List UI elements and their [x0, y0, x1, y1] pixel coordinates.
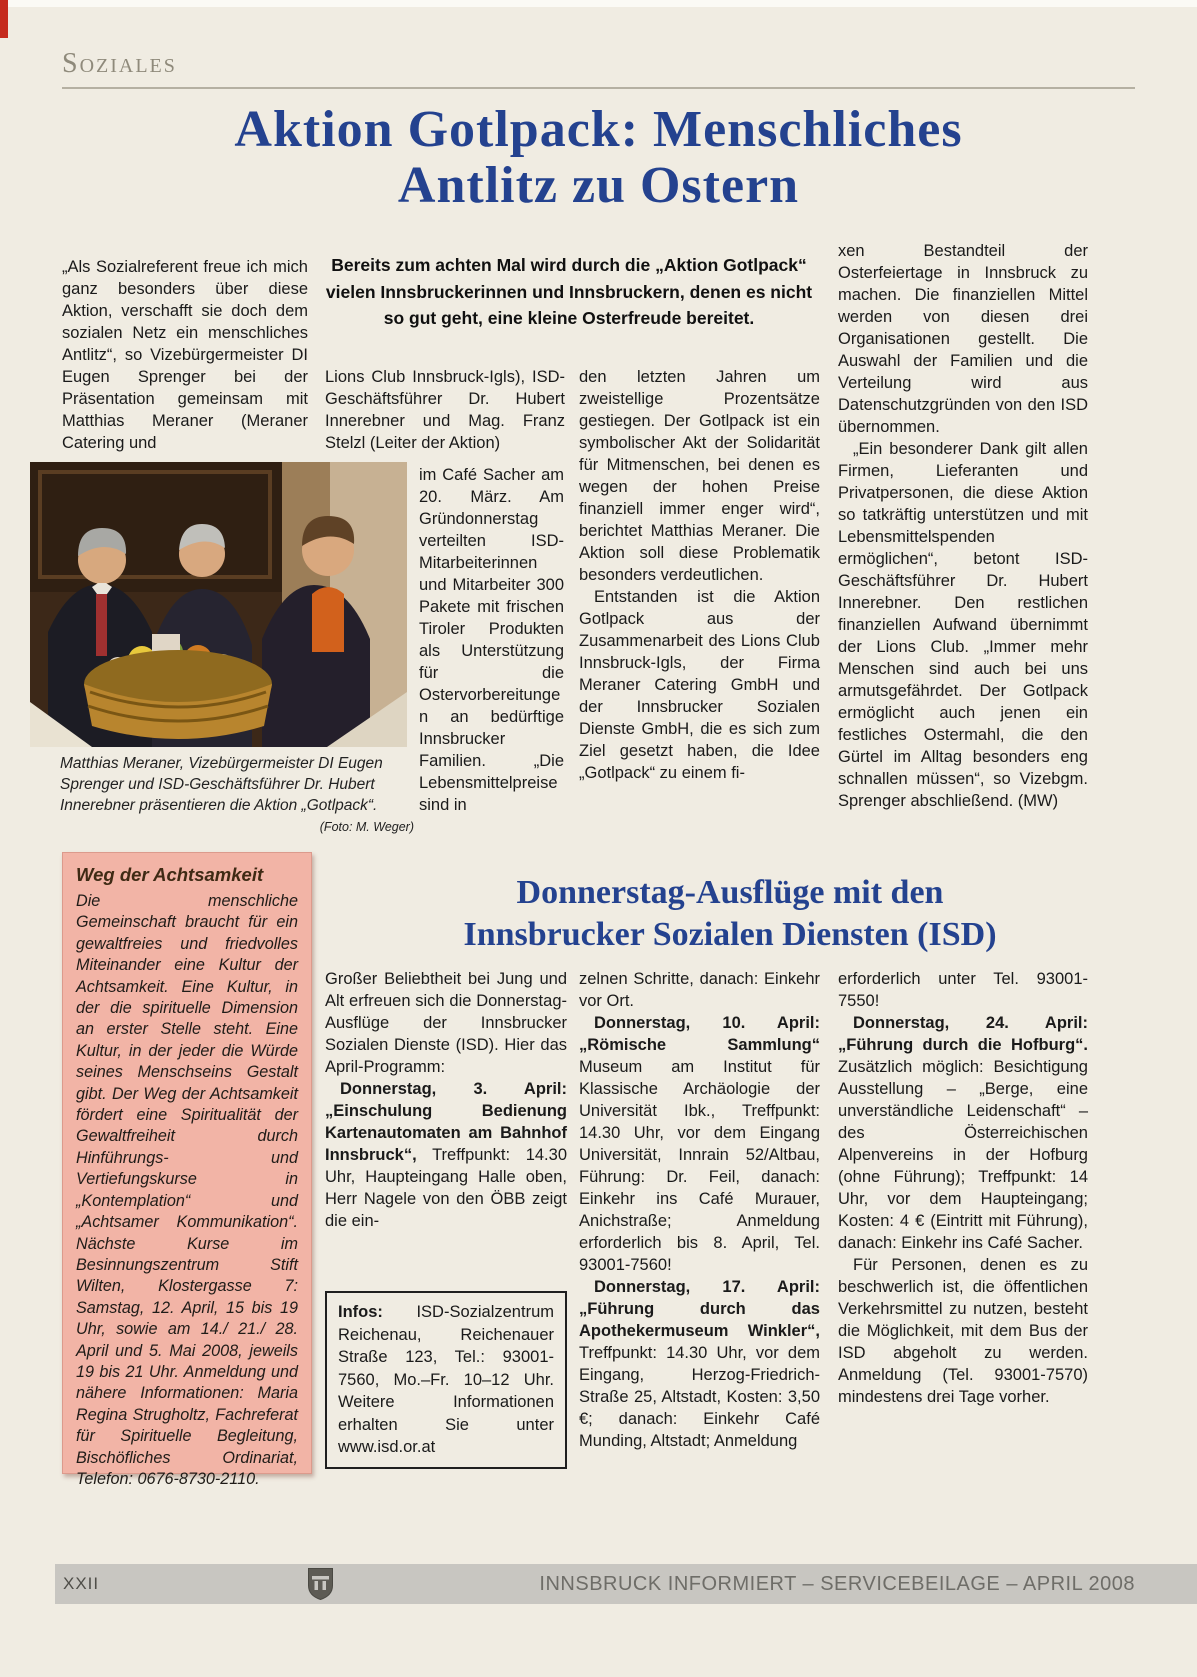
article1-standfirst: Bereits zum achten Mal wird durch die „Aktion Gotlpack“ vielen Innsbruckerinnen und Innsbruckern, denen es nicht so gut geht, eine kleine Osterfreude bereitet.	[325, 255, 813, 328]
info-text	[338, 1301, 554, 1459]
article1-column3	[579, 366, 820, 784]
paragraph	[579, 1012, 820, 1276]
paragraph: Großer Beliebtheit bei Jung und Alt erfreuen sich die Donnerstag-Ausflüge der Innsbrucker Sozialen Dienste (ISD). Hier das April-Programm:	[325, 970, 567, 1076]
paragraph	[838, 1012, 1088, 1254]
article2-title-line1: Donnerstag-Ausflüge mit den	[516, 874, 944, 911]
photo-caption	[60, 753, 414, 838]
paragraph: Für Personen, denen es zu beschwerlich ist, die öffentlichen Verkehrsmittel zu nutzen, besteht die Möglichkeit, mit dem Bus der ISD abgeholt zu werden. Anmeldung (Tel. 93001-7570) mindestens drei Tage vorher.	[838, 1256, 1088, 1406]
header-rule	[62, 87, 1135, 89]
event-detail: Treffpunkt: 14.30 Uhr, vor dem Eingang, Herzog-Friedrich-Straße 25, Altstadt, Kosten: 3,50 €; danach: Einkehr Café Munding, Altstadt; Anmeldung	[579, 1344, 820, 1450]
section-label: Soziales	[62, 48, 177, 79]
article1-column4	[838, 240, 1088, 812]
event-heading: Donnerstag, 3. April: „Einschulung Bedienung Kartenautomaten am Bahnhof Innsbruck“,	[325, 1080, 567, 1164]
paragraph	[579, 1276, 820, 1452]
paragraph	[325, 1078, 567, 1232]
event-heading: Donnerstag, 10. April: „Römische Sammlung“	[579, 1014, 820, 1054]
photo-credit: (Foto: M. Weger)	[319, 820, 414, 834]
paragraph: Entstanden ist die Aktion Gotlpack aus der Zusammenarbeit des Lions Club Innsbruck-Igls, der Firma Meraner Catering GmbH und der Innsbrucker Sozialen Dienste GmbH, die es sich zum Ziel gesetzt haben, die Idee „Gotlpack“ zu einem fi-	[579, 588, 820, 782]
innsbruck-crest-icon	[307, 1567, 334, 1606]
page-footer	[55, 1564, 1197, 1604]
page-number: XXII	[63, 1574, 100, 1593]
info-box	[325, 1291, 567, 1469]
article2-title-line2: Innsbrucker Sozialen Diensten (ISD)	[463, 916, 997, 953]
article1-column2-wide: Lions Club Innsbruck-Igls), ISD-Geschäftsführer Dr. Hubert Innerebner und Mag. Franz Stelzl (Leiter der Aktion)	[325, 368, 565, 452]
sidebar-weg-der-achtsamkeit	[62, 852, 312, 1488]
event-detail: Museum am Institut für Klassische Archäologie der Universität Ibk., Treffpunkt: 14.30 Uhr, vor dem Eingang Universität, Innrain 52/Altbau, Führung: Dr. Feil, danach: Einkehr ins Café Murauer, Anichstraße; Anmeldung erforderlich bis 8. April, Tel. 93001-7560!	[579, 1058, 820, 1274]
article1-title-line2: Antlitz zu Ostern	[397, 157, 800, 214]
paragraph: „Ein besonderer Dank gilt allen Firmen, Lieferanten und Privatpersonen, die diese Aktion so tatkräftig unterstützen und mit Lebensmittelspenden ermöglichen“, betont ISD-Geschäftsführer Dr. Hubert Innerebner. Den restlichen finanziellen Aufwand übernimmt der Lions Club. „Immer mehr Menschen sind auch bei uns armutsgefährdet. Der Gotlpack ermöglicht auch jenen ein festliches Ostermahl, die den Gürtel im Alltag besonders eng schnallen müssen“, so Vizebgm. Sprenger abschließend. (MW)	[838, 440, 1088, 810]
paragraph: erforderlich unter Tel. 93001-7550!	[838, 970, 1088, 1010]
article1-column2-narrow: im Café Sacher am 20. März. Am Gründonnerstag verteilten ISD-Mitarbeiterinnen und Mitarbeiter 300 Pakete mit frischen Tiroler Produkten als Unterstützung für die Ostervorbereitungen an bedürftige Innsbrucker Familien. „Die Lebensmittelpreise sind in	[419, 466, 564, 814]
event-detail: Treffpunkt: 14.30 Uhr, Haupteingang Halle oben, Herr Nagele von den ÖBB zeigt die ein-	[325, 1146, 567, 1230]
article2-title	[325, 872, 1135, 956]
sidebar-title: Weg der Achtsamkeit	[76, 864, 264, 885]
info-label: Infos:	[338, 1303, 383, 1321]
paragraph: den letzten Jahren um zweistellige Prozentsätze gestiegen. Der Gotlpack ist ein symbolischer Akt der Solidarität für Mitmenschen, bei denen es wegen der hohen Preise finanziell immer enger wird“, berichtet Matthias Meraner. Die Aktion soll diese Problematik besonders verdeutlichen.	[579, 368, 820, 584]
photo-caption-text: Matthias Meraner, Vizebürgermeister DI Eugen Sprenger und ISD-Geschäftsführer Dr. Hubert Innerebner präsentieren die Aktion „Gotlpack“.	[60, 755, 383, 814]
event-heading: Donnerstag, 17. April: „Führung durch das Apothekermuseum Winkler“,	[579, 1278, 820, 1340]
article1-title	[60, 102, 1137, 214]
event-detail: Zusätzlich möglich: Besichtigung Ausstellung – „Berge, eine unverständliche Leidenschaft“ – des Österreichischen Alpenvereins in der Hofburg (ohne Führung); Treffpunkt: 14 Uhr, vor dem Haupteingang; Kosten: 4 € (Eintritt mit Führung), danach: Einkehr ins Café Sacher.	[838, 1058, 1088, 1252]
paragraph: xen Bestandteil der Osterfeiertage in Innsbruck zu machen. Die finanziellen Mittel werden von diesen drei Organisationen gestellt. Die Auswahl der Familien und die Verteilung wird aus Datenschutzgründen von den ISD übernommen.	[838, 242, 1088, 436]
scan-artifact-red	[0, 0, 8, 38]
photo-illustration	[30, 462, 407, 747]
article2-column3	[838, 968, 1088, 1408]
paragraph: zelnen Schritte, danach: Einkehr vor Ort.	[579, 970, 820, 1010]
journal-title: INNSBRUCK INFORMIERT – SERVICEBEILAGE – APRIL 2008	[539, 1573, 1135, 1595]
scan-artifact-top	[0, 0, 1197, 7]
article1-title-line1: Aktion Gotlpack: Menschliches	[234, 101, 963, 158]
article1-column1: „Als Sozialreferent freue ich mich ganz besonders über diese Aktion, verschafft sie doch dem sozialen Netz ein menschliches Antlitz“, so Vizebürgermeister DI Eugen Sprenger bei der Präsentation gemeinsam mit Matthias Meraner (Meraner Catering und	[62, 258, 308, 452]
article2-column2	[579, 968, 820, 1452]
sidebar-body: Die menschliche Gemeinschaft braucht für ein gewaltfreies und friedvolles Miteinander eine Kultur der Achtsamkeit. Eine Kultur, in der die spirituelle Dimension an erster Stelle steht. Eine Kultur, in der jeder die Würde seines Menschseins Gestalt gibt. Der Weg der Achtsamkeit fördert eine Spiritualität der Gewaltfreiheit durch Hinführungs- und Vertiefungskurse in „Kontemplation“ und „Achtsamer Kommunikation“. Nächste Kurse im Besinnungszentrum Stift Wilten, Klostergasse 7: Samstag, 12. April, 15 bis 19 Uhr, sowie am 14./ 21./ 28. April und 5. Mai 2008, jeweils 19 bis 21 Uhr. Anmeldung und nähere Informationen: Maria Regina Strugholtz, Fachreferat für Spirituelle Begleitung, Bischöfliches Ordinariat, Telefon: 0676-8730-2110.	[76, 892, 298, 1488]
article1-photo	[30, 462, 407, 747]
event-heading: Donnerstag, 24. April: „Führung durch die Hofburg“.	[838, 1014, 1088, 1054]
article2-column1	[325, 968, 567, 1232]
info-body: ISD-Sozialzentrum Reichenau, Reichenauer Straße 123, Tel.: 93001-7560, Mo.–Fr. 10–12 Uhr. Weitere Informationen erhalten Sie unter www.isd.or.at	[338, 1303, 554, 1456]
